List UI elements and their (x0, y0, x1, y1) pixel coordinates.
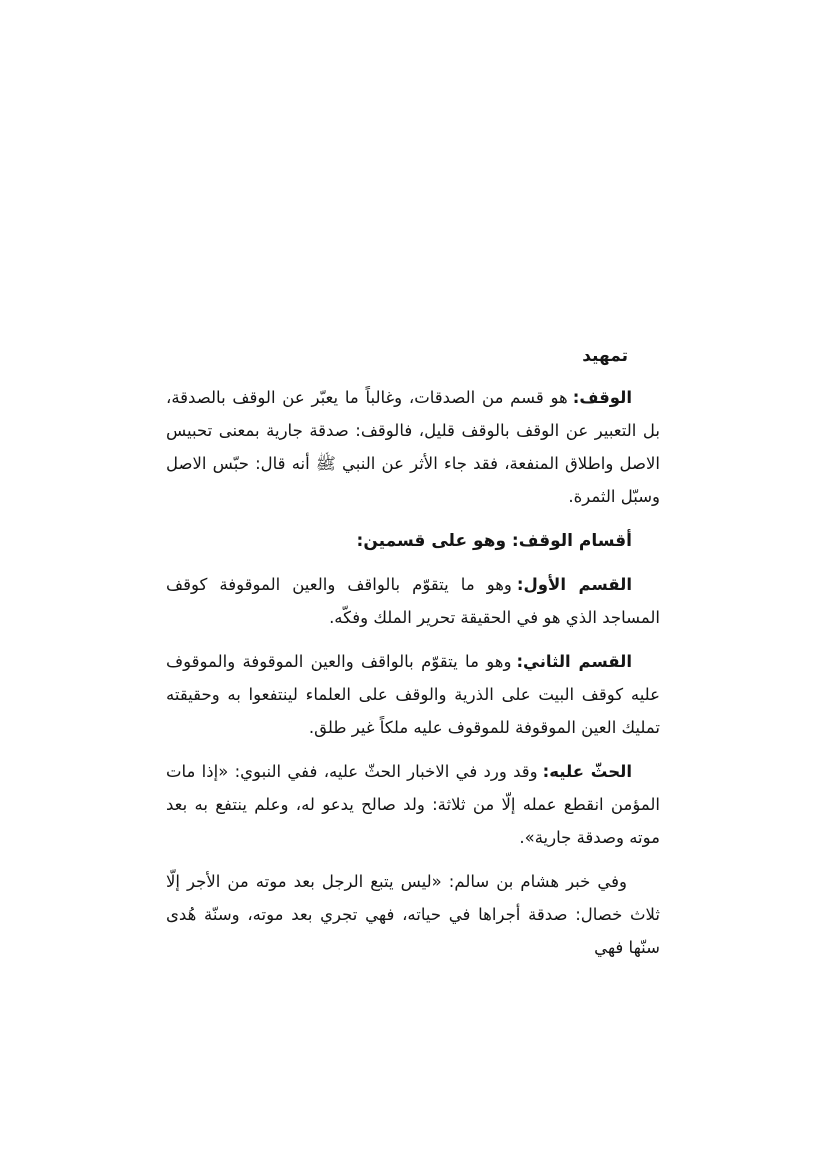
paragraph-waqf-definition (166, 381, 660, 513)
paragraph-body: هو قسم من الصدقات، وغالباً ما يعبّر عن الوقف بالصدقة، بل التعبير عن الوقف بالوقف قليل، فالوقف: صدقة جارية بمعنى تحبيس الاصل واطلاق المنفعة، فقد جاء الأثر عن النبي ﷺ أنه قال: حبّس الاصل وسبّل الثمرة. (166, 388, 660, 506)
paragraph-body: وهو ما يتقوّم بالواقف والعين الموقوفة والموقوف عليه كوقف البيت على الذرية والوقف على العلماء لينتفعوا به وحقيقته تمليك العين الموقوفة للموقوف عليه ملكاً غير طلق. (166, 652, 660, 737)
paragraph-lead: الوقف: (572, 388, 632, 407)
paragraph-hisham-narration (166, 865, 660, 964)
paragraph-first-division (166, 568, 660, 634)
paragraph-encouragement (166, 755, 660, 854)
paragraph-lead: القسم الأول: (516, 575, 632, 594)
section-heading-waqf-divisions: أقسام الوقف: وهو على قسمين: (356, 531, 632, 551)
paragraph-body: وقد ورد في الاخبار الحثّ عليه، ففي النبوي: «إذا مات المؤمن انقطع عمله إلّا من ثلاثة: ولد صالح يدعو له، وعلم ينتفع به بعد موته وصدقة جارية». (166, 762, 660, 847)
chapter-heading: تمهيد (582, 346, 628, 366)
page-text-block (166, 340, 660, 964)
paragraph-lead: القسم الثاني: (516, 652, 632, 671)
paragraph-lead: الحثّ عليه: (542, 762, 632, 781)
paragraph-body: وهو ما يتقوّم بالواقف والعين الموقوفة كوقف المساجد الذي هو في الحقيقة تحرير الملك وفكّه. (166, 575, 660, 627)
paragraph-second-division (166, 645, 660, 744)
paragraph-body: وفي خبر هشام بن سالم: «ليس يتبع الرجل بعد موته من الأجر إلّا ثلاث خصال: صدقة أجراها في حياته، فهي تجري بعد موته، وسنّة هُدى سنّها فهي (166, 872, 660, 957)
